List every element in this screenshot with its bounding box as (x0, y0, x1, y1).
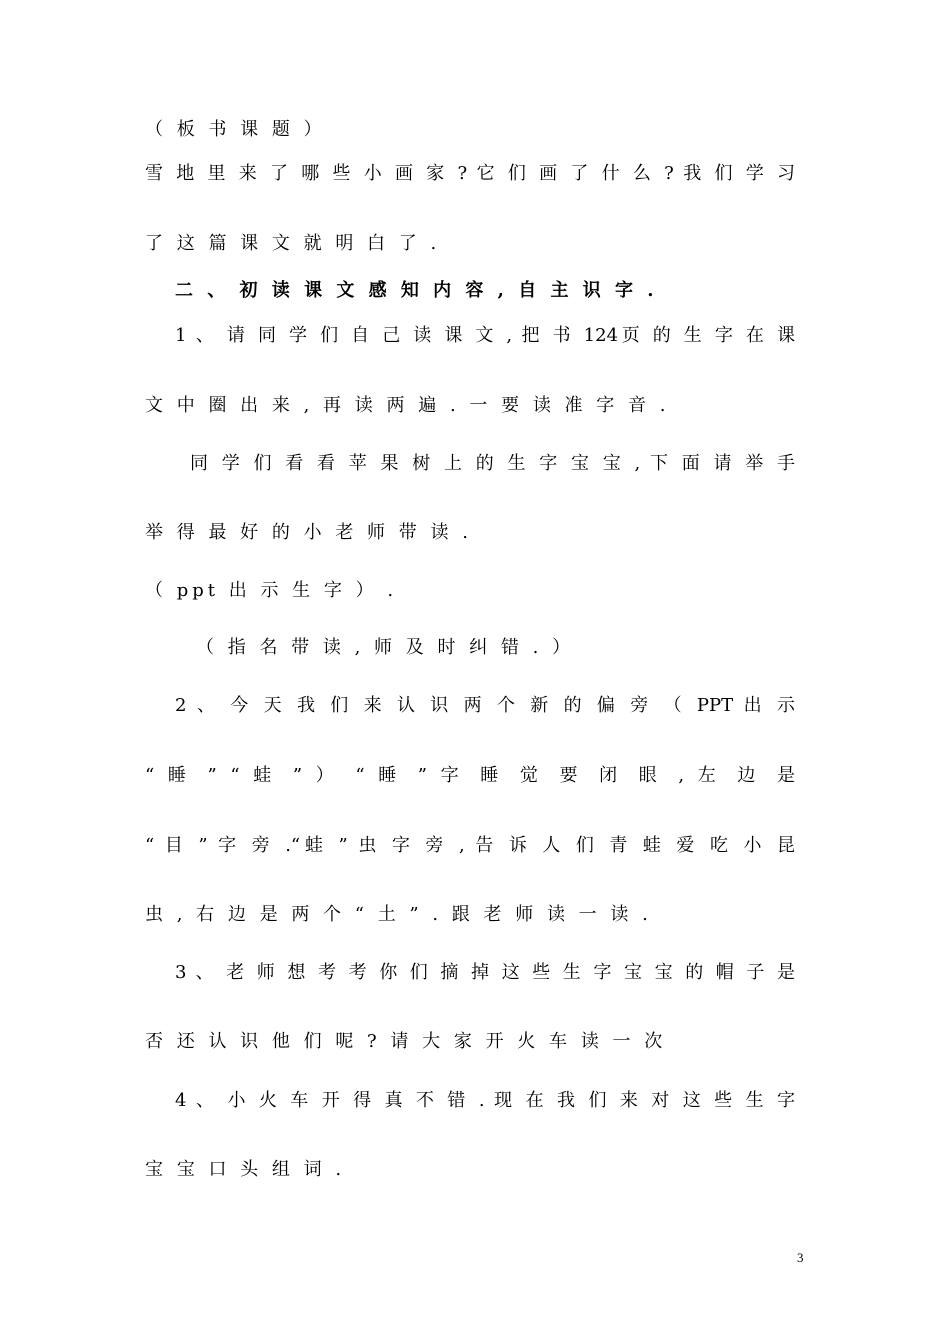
text-line: 文 中 圈 出 来 , 再 读 两 遍 . 一 要 读 准 字 音 . (145, 395, 670, 416)
text-line: 虫 , 右 边 是 两 个 “ 土 ” . 跟 老 师 读 一 读 . (145, 904, 652, 925)
page-number: 3 (797, 1250, 804, 1265)
text-line: 雪 地 里 来 了 哪 些 小 画 家 ? 它 们 画 了 什 么 ? 我 们 学 习 (145, 163, 795, 184)
text-line: 否 还 认 识 他 们 呢 ? 请 大 家 开 火 车 读 一 次 (145, 1031, 667, 1052)
text-line: “ 睡 ” “ 蛙 ” ） “ 睡 ” 字 睡 觉 要 闭 眼 , 左 边 是 (145, 765, 795, 786)
text-line: 了 这 篇 课 文 就 明 白 了 . (145, 233, 441, 254)
text-line: （ 指 名 带 读 , 师 及 时 纠 错 . ） (196, 637, 575, 658)
text-line-board-title: （ 板 书 课 题 ） (145, 119, 326, 140)
text-line: （ ppt 出 示 生 字 ） . (145, 580, 398, 601)
text-line: 举 得 最 好 的 小 老 师 带 读 . (145, 522, 472, 543)
text-line: 1 、 请 同 学 们 自 己 读 课 文 , 把 书 124页 的 生 字 在 课 (175, 325, 795, 346)
text-line: 3 、 老 师 想 考 考 你 们 摘 掉 这 些 生 字 宝 宝 的 帽 子 是 (175, 962, 795, 983)
text-line: “ 目 ” 字 旁 .“蛙 ” 虫 字 旁 , 告 诉 人 们 青 蛙 爱 吃 小 昆 (145, 835, 795, 856)
text-line: 宝 宝 口 头 组 词 . (145, 1159, 346, 1180)
text-line: 4 、 小 火 车 开 得 真 不 错 . 现 在 我 们 来 对 这 些 生 字 (175, 1090, 795, 1111)
section-heading: 二 、 初 读 课 文 感 知 内 容 , 自 主 识 字 . (175, 280, 658, 301)
text-line: 同 学 们 看 看 苹 果 树 上 的 生 字 宝 宝 , 下 面 请 举 手 (190, 453, 795, 474)
text-line: 2 、 今 天 我 们 来 认 识 两 个 新 的 偏 旁 （ PPT 出 示 (175, 695, 795, 716)
